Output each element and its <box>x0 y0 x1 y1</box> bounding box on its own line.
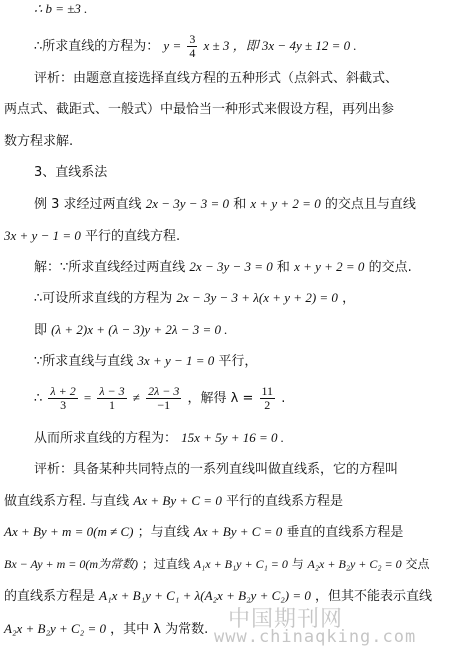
fraction-11-over-2: $\frac{11}{2}$ <box>261 384 274 412</box>
section-heading-line-system: 3、直线系法 <box>34 165 108 180</box>
example-3-line1: 例 3 求经过两直线 2x − 3y − 3 = 0 和 x + y + 2 = 0 的交点且与直线 <box>34 196 416 212</box>
paragraph-analysis-2-line1: 评析：具备某种共同特点的一系列直线叫做直线系，它的方程叫 <box>34 462 399 477</box>
fraction-lambda-minus-3-over-1: $\frac{\lambda - 3}{1}$ <box>99 384 125 412</box>
watermark-site-name: 中国期刊网 <box>228 607 344 632</box>
solution-ratio-line: ∴ $\frac{\lambda + 2}{3}$ = $\frac{\lambda - 3}{1}$ ≠ $\frac{2\lambda - 3}{-1}$ ，解得 λ = $\frac{11}{2}$ . <box>34 384 286 412</box>
watermark-site-url: www.chinaqking.com <box>214 627 417 647</box>
line-answer-equation: ∴所求直线的方程为： y = $\frac{3}{4}$ x ± 3 ，即 3x − 4y ± 12 = 0 . <box>34 32 357 60</box>
fraction-three-quarters: $\frac{3}{4}$ <box>189 32 196 60</box>
example-3-line2: 3x + y − 1 = 0 平行的直线方程. <box>4 228 181 244</box>
paragraph-analysis-1-line1: 评析：由题意直接选择直线方程的五种形式（点斜式、斜截式、 <box>34 71 399 86</box>
paragraph-analysis-2-line2: 做直线系方程. 与直线 Ax + By + C = 0 平行的直线系方程是 <box>4 493 343 509</box>
solution-line1: 解：∵所求直线经过两直线 2x − 3y − 3 = 0 和 x + y + 2 = 0 的交点. <box>34 259 412 275</box>
line-b-value: ∴ b = ±3 . <box>34 1 88 16</box>
paragraph-analysis-2-line4: Bx − Ay + m = 0(m为常数) ；过直线 A₁x + B₁y + C₁ = 0 与 A₂x + B₂y + C₂ = 0 交点 <box>4 557 430 571</box>
paragraph-analysis-2-line5: 的直线系方程是 A₁x + B₁y + C₁ + λ(A₂x + B₂y + C₂) = 0 ，但其不能表示直线 <box>4 588 433 604</box>
fraction-2lambda-minus-3-over-minus-1: $\frac{2\lambda - 3}{-1}$ <box>148 384 180 412</box>
solution-line3: 即 (λ + 2)x + (λ − 3)y + 2λ − 3 = 0 . <box>34 322 228 338</box>
paragraph-analysis-1-line3: 数方程求解. <box>4 134 74 149</box>
solution-line2: ∴可设所求直线的方程为 2x − 3y − 3 + λ(x + y + 2) = 0 ， <box>34 290 356 306</box>
solution-result-line: 从而所求直线的方程为： 15x + 5y + 16 = 0 . <box>34 430 285 446</box>
paragraph-analysis-2-line3: Ax + By + m = 0(m ≠ C) ；与直线 Ax + By + C = 0 垂直的直线系方程是 <box>4 524 404 540</box>
paragraph-analysis-2-line6: A₂x + B₂y + C₂ = 0 ，其中 λ 为常数. <box>4 621 209 637</box>
fraction-lambda-plus-2-over-3: $\frac{\lambda + 2}{3}$ <box>50 384 76 412</box>
solution-line4: ∵所求直线与直线 3x + y − 1 = 0 平行， <box>34 353 258 369</box>
paragraph-analysis-1-line2: 两点式、截距式、一般式）中最恰当一种形式来假设方程，再列出参 <box>4 102 395 117</box>
